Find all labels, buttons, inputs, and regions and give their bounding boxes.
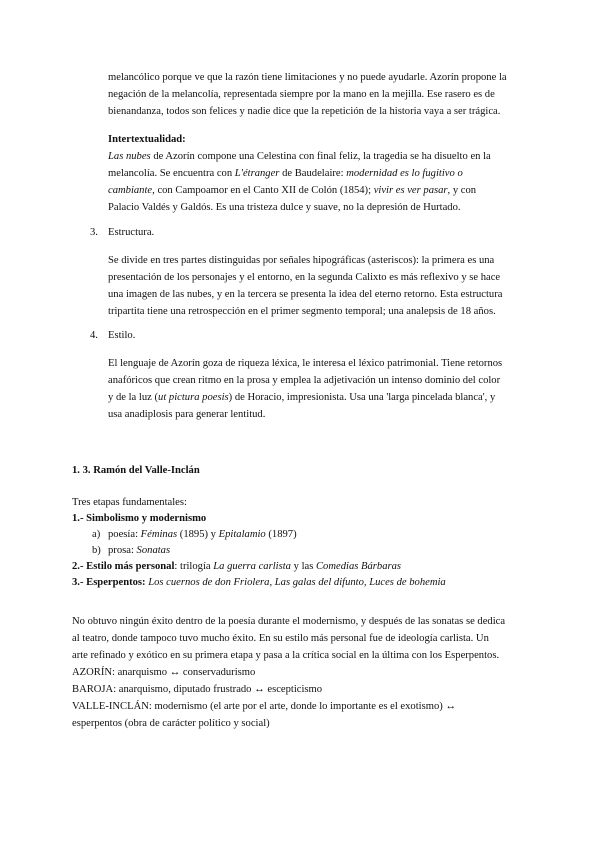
quote-cambiante: cambiante <box>108 185 153 196</box>
item-4-line-3 <box>108 389 526 406</box>
stage-text: y las <box>290 561 316 572</box>
stage-text: (1895) y <box>177 529 219 540</box>
intertext-block <box>108 131 526 216</box>
closing-line-3: arte refinado y exótico en su primera etapa y pasa a la crítica social en la última con los Esperpentos. <box>72 650 500 661</box>
intertext-heading: Intertextualidad: <box>108 134 186 145</box>
stage-1-a-text <box>108 526 297 543</box>
item-4-line-4: usa anadiplosis para generar lentitud. <box>108 409 266 420</box>
closing-line-1: No obtuvo ningún éxito dentro de la poesía durante el modernismo, y después de las sonatas se dedica <box>72 616 506 627</box>
stage-text: poesía: <box>108 529 141 540</box>
item-4-line-2: anafóricos que crean ritmo en la prosa y emplea la adjetivación un intenso dominio del color <box>108 375 501 386</box>
item-3-line-4: tripartita tiene una retrospección en el primer segmento temporal; una analepsis de 18 años. <box>108 306 496 317</box>
stage-3-title: 3.- Esperpentos: <box>72 577 149 588</box>
book-title-comedias-barbaras: Comedias Bárbaras <box>315 561 402 572</box>
book-title-feminas: Féminas <box>140 529 178 540</box>
intertext-text: melancolía. Se encuentra con <box>108 168 235 179</box>
stage-3 <box>72 574 446 591</box>
book-title-guerra-carlista: La guerra carlista <box>213 561 291 572</box>
valle-line-2: esperpentos (obra de carácter político y social) <box>72 718 270 729</box>
stage-1-title: 1.- Simbolismo y modernismo <box>72 513 207 524</box>
item-4-number: 4. <box>90 330 98 341</box>
intertext-line-3 <box>108 182 526 199</box>
intertext-text: de Azorín compone una Celestina con final feliz, la tragedia se ha disuelto en la <box>150 151 491 162</box>
quote-ut-pictura: ut pictura poesis <box>158 392 229 403</box>
valle-line-1: VALLE-INCLÁN: modernismo (el arte por el arte, donde lo importante es el exotismo) ↔ <box>72 701 457 712</box>
item-3-title: Estructura. <box>108 227 155 238</box>
item-4-text: y de la luz ( <box>108 392 159 403</box>
item-3-line-1: Se divide en tres partes distinguidas por señales hipográficas (asteriscos): la primera es una <box>108 255 495 266</box>
item-4-text: ) de Horacio, impresionista. Usa una 'larga pincelada blanca', y <box>228 392 496 403</box>
section-heading: 1. 3. Ramón del Valle-Inclán <box>72 465 200 476</box>
closing-paragraph <box>72 613 526 732</box>
quote-vivir: vivir es ver pasar <box>373 185 448 196</box>
item-3-line-3: una imagen de las nubes, y en la tercera se presenta la idea del eterno retorno. Esta estructura <box>108 289 503 300</box>
stage-2 <box>72 558 401 575</box>
stages-intro: Tres etapas fundamentales: <box>72 497 187 508</box>
stage-2-title: 2.- Estilo más personal <box>72 561 175 572</box>
item-3-paragraph <box>108 252 526 320</box>
book-title-las-nubes: Las nubes <box>108 151 151 162</box>
intertext-line-1 <box>108 148 526 165</box>
baroja-line: BAROJA: anarquismo, diputado frustrado ↔ escepticismo <box>72 684 323 695</box>
intro-line-1: melancólico porque ve que la razón tiene limitaciones y no puede ayudarle. Azorín propone la <box>108 72 507 83</box>
item-4-line-1: El lenguaje de Azorín goza de riqueza léxica, le interesa el léxico patrimonial. Tiene retornos <box>108 358 503 369</box>
book-title-letranger: L'étranger <box>234 168 280 179</box>
intertext-text: de Baudelaire: <box>279 168 347 179</box>
quote-modernidad: modernidad es lo fugitivo o <box>346 168 463 179</box>
esperpentos-titles: Los cuernos de don Friolera, Las galas del difunto, Luces de bohemia <box>148 577 446 588</box>
intro-paragraph <box>108 69 526 120</box>
intro-line-2: negación de la melancolía, representada siempre por la mano en la mejilla. Ese rasero es de <box>108 89 495 100</box>
intertext-text: , con Campoamor en el Canto XII de Colón (1854); <box>152 185 374 196</box>
intertext-text: , y con <box>447 185 477 196</box>
item-3-number: 3. <box>90 227 98 238</box>
intro-line-3: bienandanza, todos son felices y nadie dice que la repetición de la historia vaya a ser trágica. <box>108 106 501 117</box>
item-3-line-2: presentación de los personajes y el entorno, en la segunda Calixto es más reflexivo y se hace <box>108 272 501 283</box>
book-title-epitalamio: Epitalamio <box>218 529 266 540</box>
stage-1-b-text <box>108 542 170 559</box>
item-4-paragraph <box>108 355 526 423</box>
stage-1-b-marker: b) <box>92 545 101 556</box>
stage-text: (1897) <box>265 529 297 540</box>
azorin-line: AZORÍN: anarquismo ↔ conservadurismo <box>72 667 256 678</box>
item-4-title: Estilo. <box>108 330 136 341</box>
book-title-sonatas: Sonatas <box>136 545 171 556</box>
stage-text: prosa: <box>108 545 137 556</box>
intertext-line-2 <box>108 165 526 182</box>
stage-1-a-marker: a) <box>92 529 101 540</box>
stage-text: : trilogía <box>174 561 214 572</box>
intertext-line-4: Palacio Valdés y Galdós. Es una tristeza dulce y suave, no la depresión de Hurtado. <box>108 202 461 213</box>
closing-line-2: al teatro, donde tampoco tuvo mucho éxito. En su estilo más personal fue de ideología carlista. Un <box>72 633 489 644</box>
